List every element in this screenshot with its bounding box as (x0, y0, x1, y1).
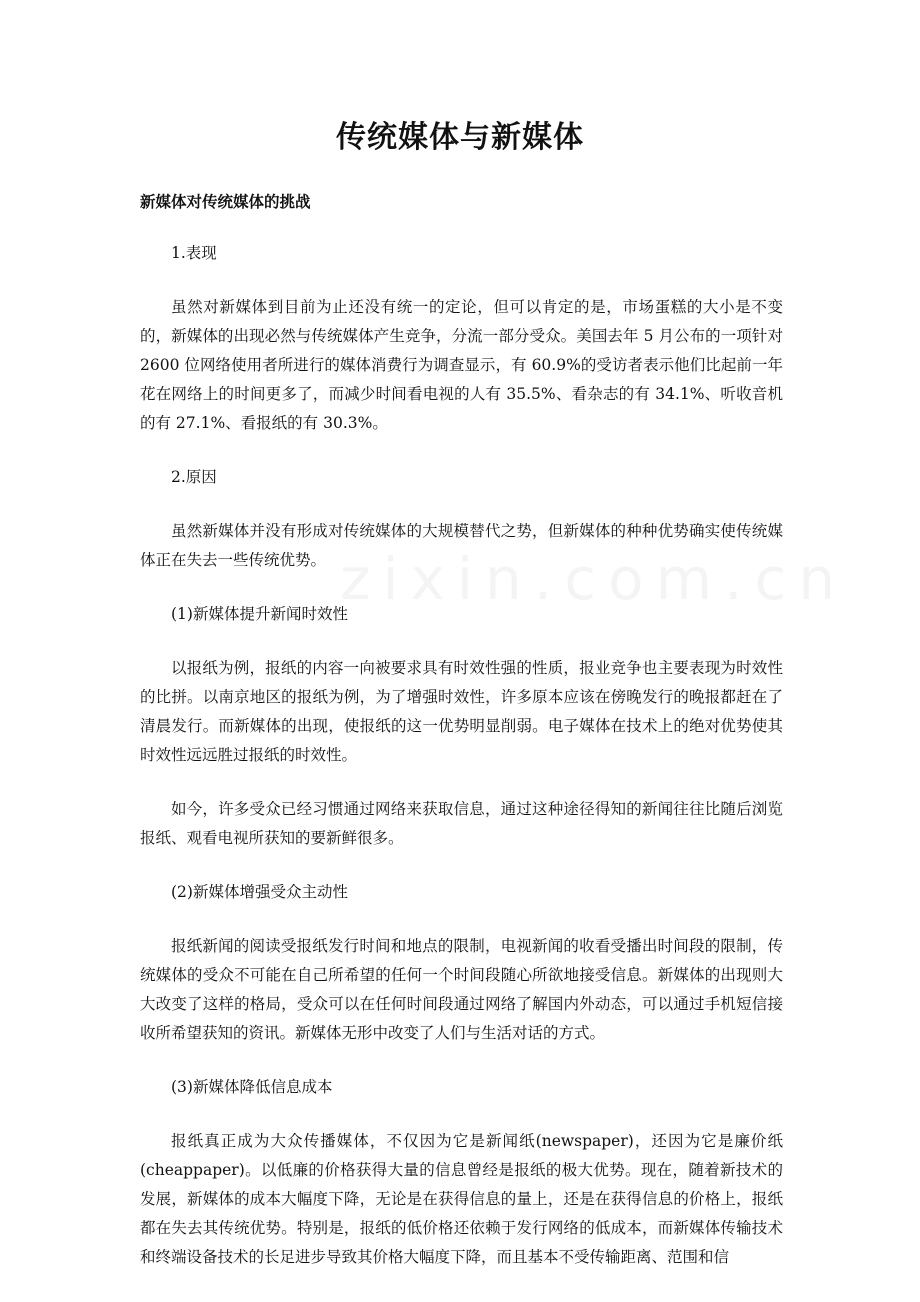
paragraph: 报纸新闻的阅读受报纸发行时间和地点的限制，电视新闻的收看受播出时间段的限制，传统媒体的受众不可能在自己所希望的任何一个时间段随心所欲地接受信息。新媒体的出现则大大改变了这样的格局，受众可以在任何时间段通过网络了解国内外动态，可以通过手机短信接收所希望获知的资讯。新媒体无形中改变了人们与生活对话的方式。 (140, 937, 783, 1042)
paragraph: 报纸真正成为大众传播媒体，不仅因为它是新闻纸(newspaper)，还因为它是廉价纸(cheappaper)。以低廉的价格获得大量的信息曾经是报纸的极大优势。现在，随着新技术的发展，新媒体的成本大幅度下降，无论是在获得信息的量上，还是在获得信息的价格上，报纸都在失去其传统优势。特别是，报纸的低价格还依赖于发行网络的低成本，而新媒体传输技术和终端设备技术的长足进步导致其价格大幅度下降，而且基本不受传输距离、范围和信 (140, 1132, 783, 1266)
subheading-initiative: (2)新媒体增强受众主动性 (171, 883, 348, 901)
paragraph: 以报纸为例，报纸的内容一向被要求具有时效性强的性质，报业竞争也主要表现为时效性的比拼。以南京地区的报纸为例，为了增强时效性，许多原本应该在傍晚发行的晚报都赶在了清晨发行。而新媒体的出现，使报纸的这一优势明显削弱。电子媒体在技术上的绝对优势使其时效性远远胜过报纸的时效性。 (140, 659, 783, 764)
document-title: 传统媒体与新媒体 (336, 120, 584, 155)
subheading-performance: 1.表现 (171, 244, 217, 262)
subheading-reasons: 2.原因 (171, 468, 217, 486)
section-heading: 新媒体对传统媒体的挑战 (140, 192, 311, 211)
paragraph: 如今，许多受众已经习惯通过网络来获取信息，通过这种途径得知的新闻往往比随后浏览报纸、观看电视所获知的要新鲜很多。 (140, 800, 783, 847)
subheading-timeliness: (1)新媒体提升新闻时效性 (171, 605, 348, 623)
subheading-cost: (3)新媒体降低信息成本 (171, 1078, 333, 1096)
paragraph: 虽然新媒体并没有形成对传统媒体的大规模替代之势，但新媒体的种种优势确实使传统媒体正在失去一些传统优势。 (140, 522, 783, 569)
document-body (140, 187, 783, 1297)
paragraph: 虽然对新媒体到目前为止还没有统一的定论，但可以肯定的是，市场蛋糕的大小是不变的，新媒体的出现必然与传统媒体产生竞争，分流一部分受众。美国去年 5 月公布的一项针对 2600 位网络使用者所进行的媒体消费行为调查显示，有 60.9%的受访者表示他们比起前一年花在网络上的时间更多了，而减少时间看电视的人有 35.5%、看杂志的有 34.1%、听收音机的有 27.1%、看报纸的有 30.3%。 (140, 298, 783, 432)
